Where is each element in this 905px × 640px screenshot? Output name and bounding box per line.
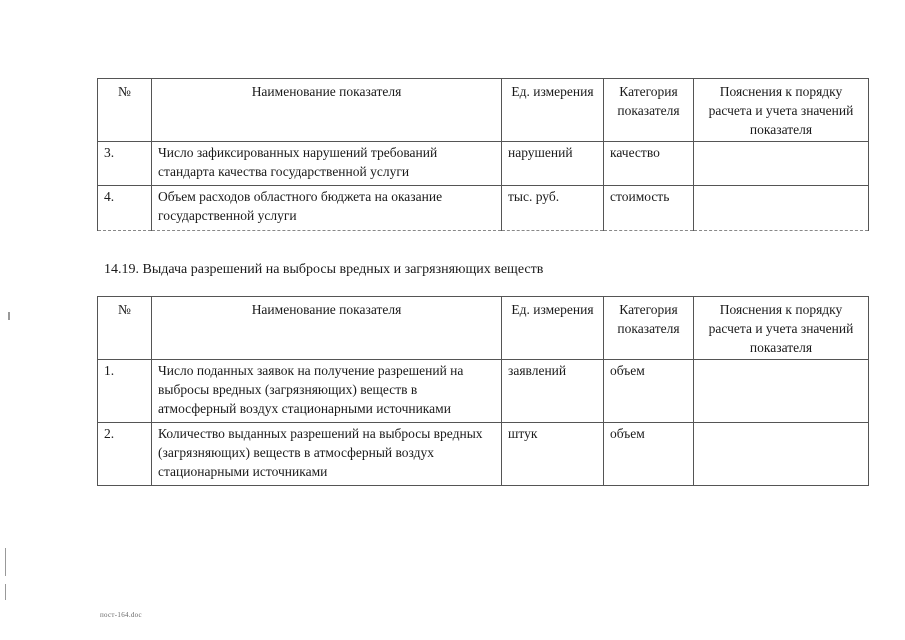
- indicator-category: стоимость: [604, 186, 694, 231]
- column-header-name: Наименование показателя: [152, 297, 502, 360]
- indicator-name: Объем расходов областного бюджета на оказание государственной услуги: [152, 186, 502, 231]
- column-header-notes: Пояснения к порядку расчета и учета значений показателя: [694, 79, 869, 142]
- indicator-notes: [694, 142, 869, 186]
- scan-artifact: [8, 312, 10, 320]
- indicator-category: объем: [604, 423, 694, 486]
- column-header-name: Наименование показателя: [152, 79, 502, 142]
- indicator-notes: [694, 423, 869, 486]
- indicator-unit: нарушений: [502, 142, 604, 186]
- table-header-row: [98, 79, 869, 142]
- column-header-notes: Пояснения к порядку расчета и учета значений показателя: [694, 297, 869, 360]
- table-row: [98, 142, 869, 186]
- row-number: 2.: [98, 423, 152, 486]
- column-header-unit: Ед. измерения: [502, 79, 604, 142]
- scan-artifact: [5, 584, 6, 600]
- footer-file-stamp: пост-164.doc: [100, 611, 142, 619]
- row-number: 1.: [98, 360, 152, 423]
- column-header-number: №: [98, 79, 152, 142]
- indicator-notes: [694, 360, 869, 423]
- column-header-category: Категория показателя: [604, 297, 694, 360]
- table-row: [98, 423, 869, 486]
- indicator-unit: заявлений: [502, 360, 604, 423]
- table-row: [98, 360, 869, 423]
- indicator-category: объем: [604, 360, 694, 423]
- column-header-category: Категория показателя: [604, 79, 694, 142]
- indicator-category: качество: [604, 142, 694, 186]
- row-number: 4.: [98, 186, 152, 231]
- column-header-number: №: [98, 297, 152, 360]
- indicator-name: Число зафиксированных нарушений требований стандарта качества государственной услуги: [152, 142, 502, 186]
- indicators-table-continued: [97, 78, 869, 231]
- scan-artifact: [5, 548, 6, 576]
- indicator-name: Количество выданных разрешений на выбросы вредных (загрязняющих) веществ в атмосферный воздух стационарными источниками: [152, 423, 502, 486]
- table-header-row: [98, 297, 869, 360]
- indicator-notes: [694, 186, 869, 231]
- table-row: [98, 186, 869, 231]
- indicator-unit: штук: [502, 423, 604, 486]
- indicators-table: [97, 296, 869, 486]
- indicator-name: Число поданных заявок на получение разрешений на выбросы вредных (загрязняющих) веществ в атмосферный воздух стационарными источниками: [152, 360, 502, 423]
- column-header-unit: Ед. измерения: [502, 297, 604, 360]
- section-heading: 14.19. Выдача разрешений на выбросы вредных и загрязняющих веществ: [104, 262, 544, 277]
- indicator-unit: тыс. руб.: [502, 186, 604, 231]
- row-number: 3.: [98, 142, 152, 186]
